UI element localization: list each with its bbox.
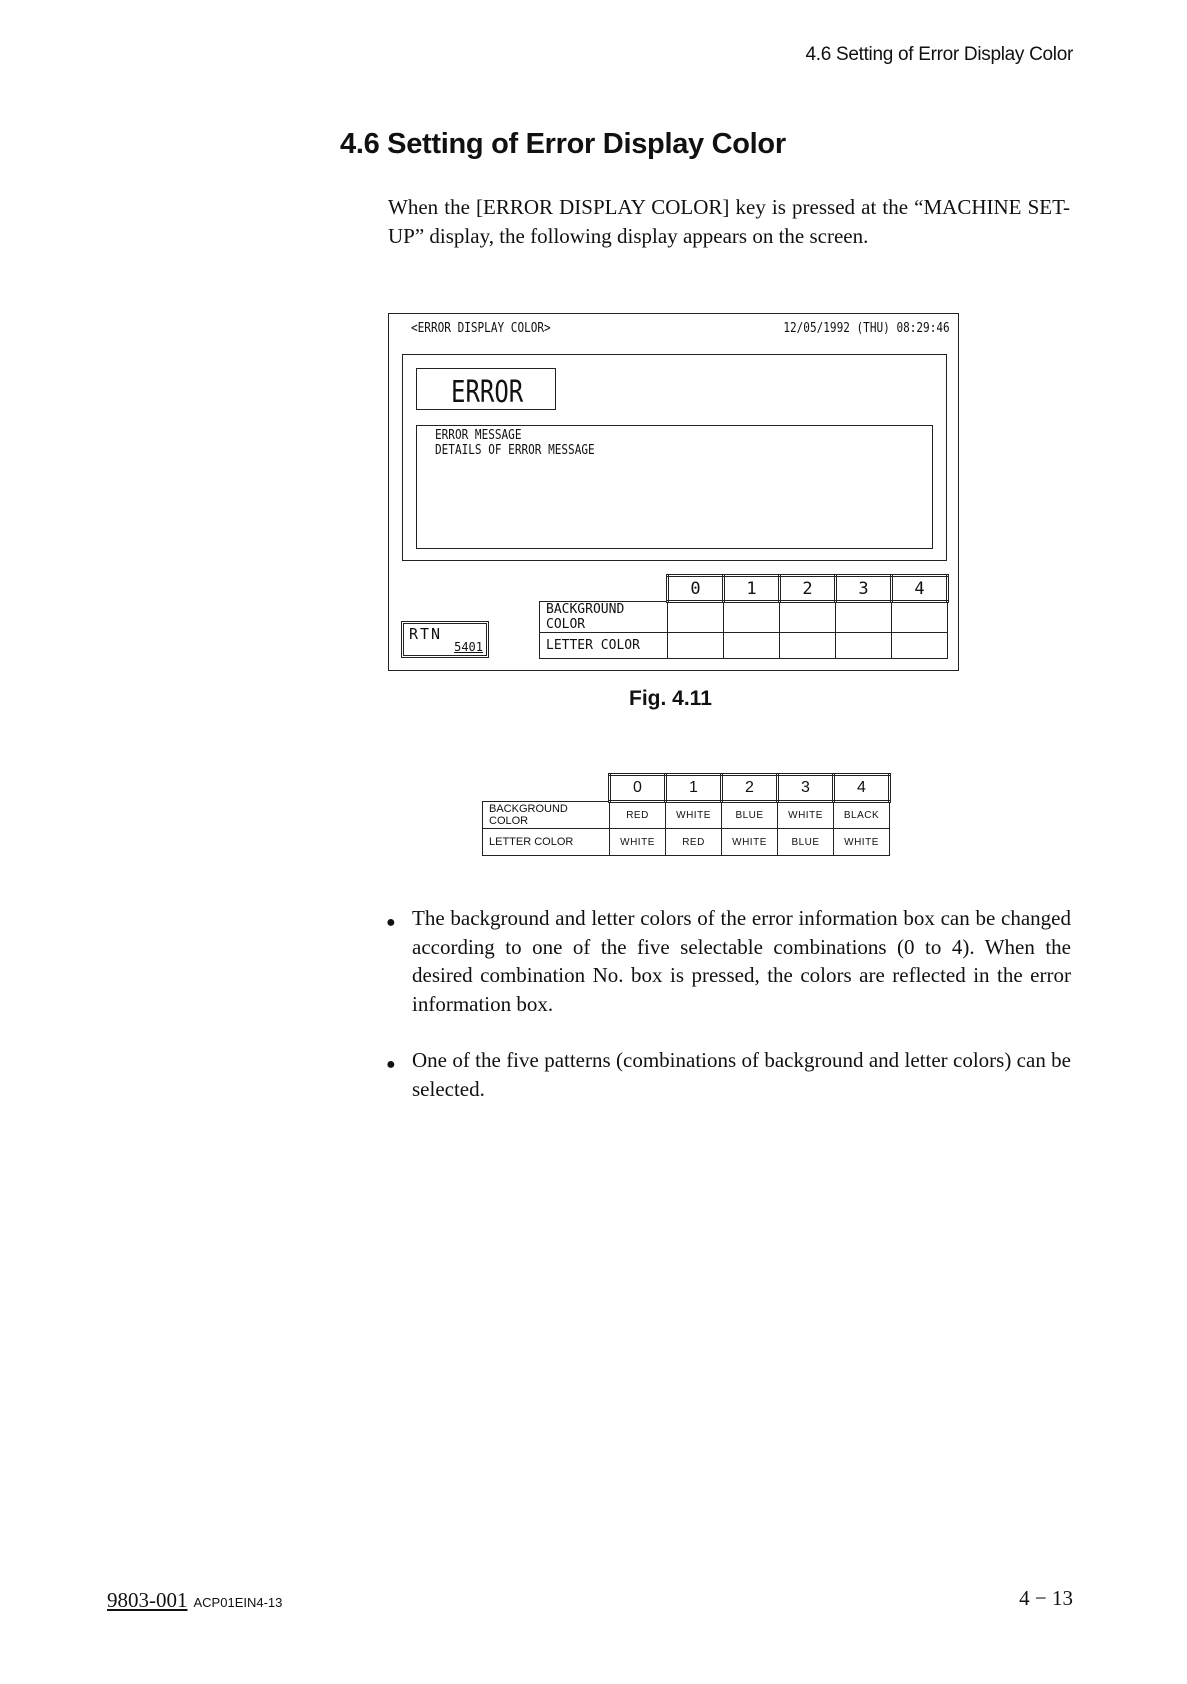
letter-color-row (483, 829, 890, 856)
bullet-item (388, 904, 1071, 1018)
document-code: ACP01EIN4-13 (193, 1595, 283, 1610)
letter-color-label: LETTER COLOR (540, 633, 668, 659)
letter-color-value: RED (666, 829, 722, 856)
running-header: 4.6 Setting of Error Display Color (805, 44, 1073, 65)
letter-color-value: WHITE (610, 829, 666, 856)
background-color-label: BACKGROUND COLOR (483, 802, 610, 829)
background-color-value: WHITE (778, 802, 834, 829)
combination-1-header: 1 (666, 775, 722, 802)
letter-color-cell (892, 633, 948, 659)
background-color-row (540, 602, 948, 633)
background-color-value: BLUE (722, 802, 778, 829)
combination-3-header: 3 (778, 775, 834, 802)
background-color-cell (668, 602, 724, 633)
combination-2-button[interactable]: 2 (780, 576, 836, 602)
error-label: ERROR (451, 375, 524, 410)
background-color-cell (892, 602, 948, 633)
bullet-text: The background and letter colors of the error information box can be changed according to one of the five selectable combinations (0 to 4). When the desired combination No. box is pressed, the colors are reflected in the error information box. (412, 906, 1071, 1016)
bullet-text: One of the five patterns (combinations of background and letter colors) can be selected. (412, 1048, 1071, 1101)
screen-datetime: 12/05/1992 (THU) 08:29:46 (783, 321, 950, 336)
rtn-screen-code: 5401 (454, 640, 483, 654)
error-message-title: ERROR MESSAGE (435, 428, 522, 443)
letter-color-value: WHITE (722, 829, 778, 856)
letter-color-cell (724, 633, 780, 659)
combination-0-header: 0 (610, 775, 666, 802)
rtn-label: RTN (409, 625, 443, 643)
page-number: 4 − 13 (1019, 1586, 1073, 1610)
letter-color-value: BLUE (778, 829, 834, 856)
color-selection-table (539, 574, 949, 659)
error-information-box (402, 354, 947, 561)
background-color-cell (724, 602, 780, 633)
combination-2-header: 2 (722, 775, 778, 802)
intro-paragraph: When the [ERROR DISPLAY COLOR] key is pressed at the “MACHINE SET-UP” display, the following display appears on the screen. (388, 195, 1070, 248)
error-message-box (416, 425, 933, 549)
background-color-label: BACKGROUND COLOR (540, 602, 668, 633)
letter-color-cell (836, 633, 892, 659)
error-message-detail: DETAILS OF ERROR MESSAGE (435, 443, 595, 458)
table-corner (540, 576, 668, 602)
combination-0-button[interactable]: 0 (668, 576, 724, 602)
figure-caption: Fig. 4.11 (629, 687, 712, 710)
color-combination-table (482, 773, 891, 856)
background-color-row (483, 802, 890, 829)
footer-document-id (107, 1588, 282, 1613)
combination-1-button[interactable]: 1 (724, 576, 780, 602)
error-display-color-screen (388, 313, 959, 671)
combination-4-button[interactable]: 4 (892, 576, 948, 602)
screen-title: <ERROR DISPLAY COLOR> (411, 321, 551, 336)
background-color-cell (836, 602, 892, 633)
bullet-icon: ● (386, 1056, 396, 1073)
letter-color-row (540, 633, 948, 659)
letter-color-cell (780, 633, 836, 659)
combination-number-row (483, 775, 890, 802)
combination-3-button[interactable]: 3 (836, 576, 892, 602)
background-color-cell (780, 602, 836, 633)
combination-number-row (540, 576, 948, 602)
letter-color-label: LETTER COLOR (483, 829, 610, 856)
document-number: 9803-001 (107, 1588, 188, 1612)
section-title: 4.6 Setting of Error Display Color (340, 128, 786, 160)
background-color-value: BLACK (834, 802, 890, 829)
background-color-value: RED (610, 802, 666, 829)
letter-color-cell (668, 633, 724, 659)
background-color-value: WHITE (666, 802, 722, 829)
letter-color-value: WHITE (834, 829, 890, 856)
bullet-item (388, 1046, 1071, 1103)
combination-4-header: 4 (834, 775, 890, 802)
bullet-icon: ● (386, 914, 396, 931)
rtn-button[interactable] (401, 621, 489, 658)
table-corner (483, 775, 610, 802)
error-label-box (416, 368, 556, 410)
